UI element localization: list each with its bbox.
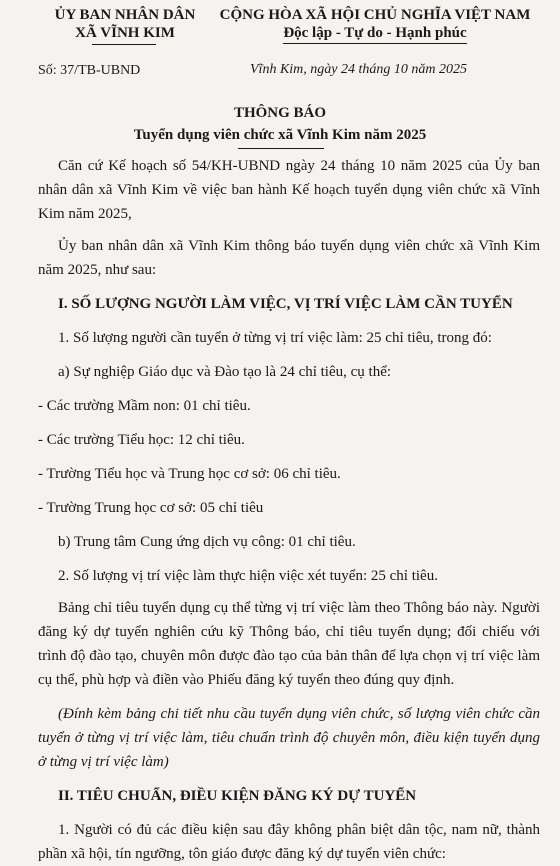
document-number: Số: 37/TB-UBND bbox=[38, 63, 141, 78]
document-subtitle: Tuyển dụng viên chức xã Vĩnh Kim năm 2025 bbox=[133, 127, 427, 143]
place-date: Vĩnh Kim, ngày 24 tháng 10 năm 2025 bbox=[250, 62, 467, 77]
document-body bbox=[38, 154, 540, 866]
item-1a: a) Sự nghiệp Giáo dục và Đào tạo là 24 chỉ tiêu, cụ thể: bbox=[58, 364, 392, 380]
subtitle-underline bbox=[238, 148, 324, 149]
attachment-note: (Đính kèm bảng chi tiết nhu cầu tuyển dụng viên chức, số lượng viên chức cần tuyển ở từng vị trí việc làm, tiêu chuẩn trình độ chuyên môn, điều kiện tuyển dụng ở từng vị trí việc làm) bbox=[38, 706, 540, 770]
document-title: THÔNG BÁO bbox=[233, 105, 327, 121]
section-2-heading: II. TIÊU CHUẨN, ĐIỀU KIỆN ĐĂNG KÝ DỰ TUYỂN bbox=[58, 788, 417, 804]
item-2: 2. Số lượng vị trí việc làm thực hiện việc xét tuyển: 25 chỉ tiêu. bbox=[58, 568, 438, 584]
nation-line-1: CỘNG HÒA XÃ HỘI CHỦ NGHĨA VIỆT NAM bbox=[219, 7, 531, 23]
issuing-agency bbox=[40, 6, 210, 42]
item-1: 1. Số lượng người cần tuyển ở từng vị trí việc làm: 25 chỉ tiêu, trong đó: bbox=[58, 330, 492, 346]
agency-line-1: ỦY BAN NHÂN DÂN bbox=[54, 7, 196, 23]
bullet-primary-secondary: - Trường Tiểu học và Trung học cơ sở: 06 chỉ tiêu. bbox=[38, 466, 341, 482]
item-2-1: 1. Người có đủ các điều kiện sau đây không phân biệt dân tộc, nam nữ, thành phần xã hội, tín ngưỡng, tôn giáo được đăng ký dự tuyển viên chức: bbox=[38, 822, 540, 862]
bullet-primary: - Các trường Tiểu học: 12 chỉ tiêu. bbox=[38, 432, 245, 448]
item-1b: b) Trung tâm Cung ứng dịch vụ công: 01 chỉ tiêu. bbox=[58, 534, 356, 550]
bullet-secondary: - Trường Trung học cơ sở: 05 chỉ tiêu bbox=[38, 500, 264, 516]
nation-line-2: Độc lập - Tự do - Hạnh phúc bbox=[283, 24, 466, 44]
section-1-heading: I. SỐ LƯỢNG NGƯỜI LÀM VIỆC, VỊ TRÍ VIỆC LÀM CẦN TUYỂN bbox=[58, 296, 513, 312]
agency-underline bbox=[92, 44, 156, 45]
intro-paragraph: Ủy ban nhân dân xã Vĩnh Kim thông báo tuyển dụng viên chức xã Vĩnh Kim năm 2025, như sau: bbox=[38, 238, 540, 278]
bullet-preschool: - Các trường Mầm non: 01 chỉ tiêu. bbox=[38, 398, 251, 414]
detail-paragraph: Bảng chỉ tiêu tuyển dụng cụ thể từng vị trí việc làm theo Thông báo này. Người đăng ký dự tuyển nghiên cứu kỹ Thông báo, chỉ tiêu tuyển dụng; đối chiếu với trình độ đào tạo, chuyên môn được đào tạo của bản thân để lựa chọn vị trí việc làm cụ thể, phù hợp và điền vào Phiếu đăng ký tuyển theo đúng quy định. bbox=[38, 600, 540, 688]
agency-line-2: XÃ VĨNH KIM bbox=[75, 25, 175, 41]
basis-paragraph: Căn cứ Kế hoạch số 54/KH-UBND ngày 24 tháng 10 năm 2025 của Ủy ban nhân dân xã Vĩnh Kim về việc ban hành Kế hoạch tuyển dụng viên chức xã Vĩnh Kim năm 2025, bbox=[38, 158, 540, 222]
national-motto bbox=[205, 6, 545, 44]
